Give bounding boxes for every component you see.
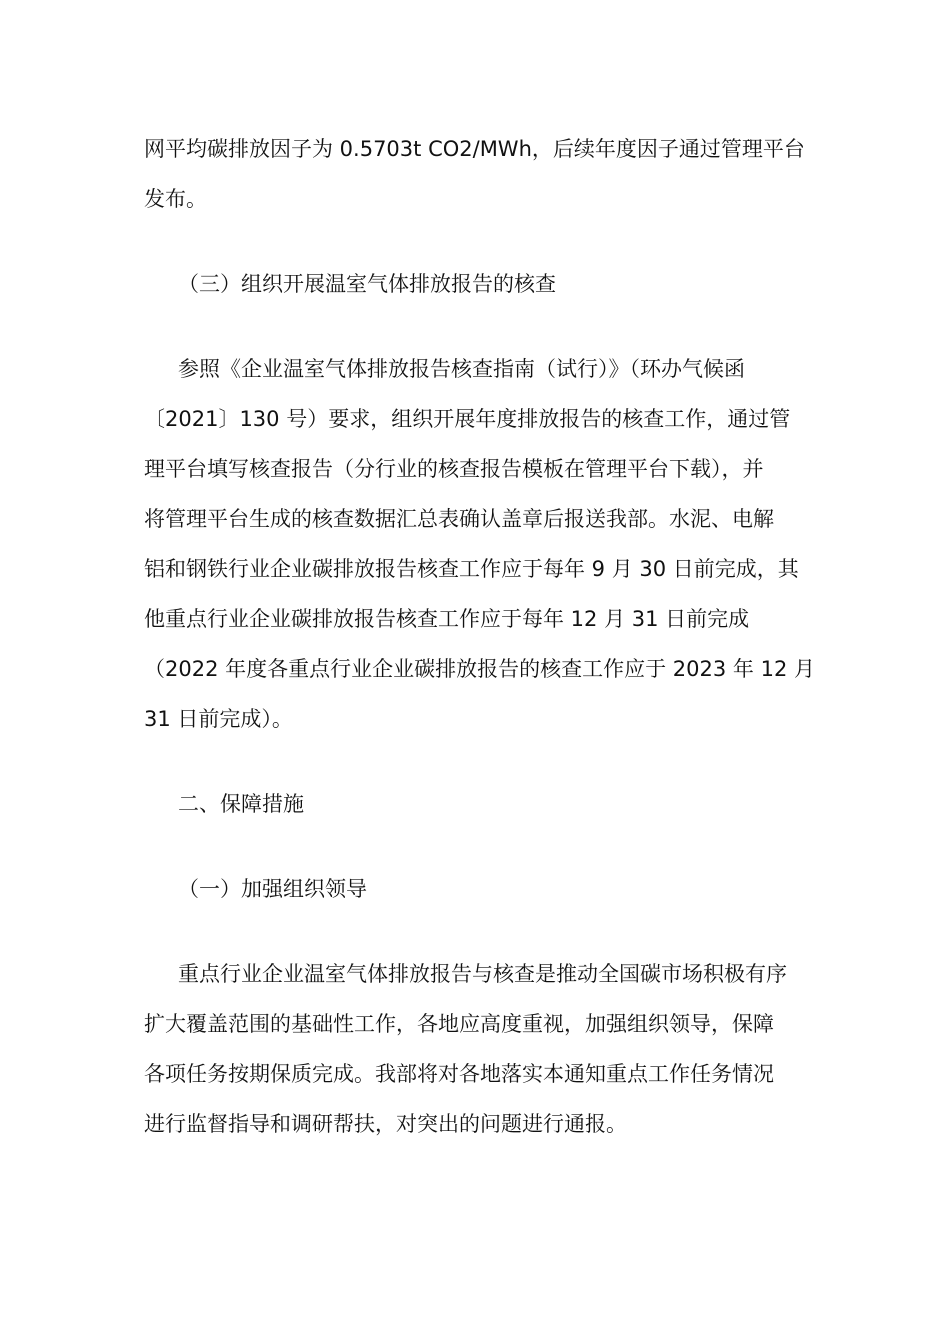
section-heading: 二、保障措施 <box>178 792 304 816</box>
paragraph-line: 31 日前完成）。 <box>144 707 293 731</box>
paragraph-line: 铝和钢铁行业企业碳排放报告核查工作应于每年 9 月 30 日前完成，其 <box>144 557 799 581</box>
paragraph-line: 发布。 <box>144 187 207 211</box>
subsection-heading: （一）加强组织领导 <box>178 877 367 901</box>
section-heading: （三）组织开展温室气体排放报告的核查 <box>178 272 556 296</box>
paragraph-line: 参照《企业温室气体排放报告核查指南（试行）》（环办气候函 <box>178 357 745 381</box>
paragraph-line: 将管理平台生成的核查数据汇总表确认盖章后报送我部。水泥、电解 <box>144 507 774 531</box>
paragraph-line: 扩大覆盖范围的基础性工作，各地应高度重视，加强组织领导，保障 <box>144 1012 774 1036</box>
paragraph-line: 网平均碳排放因子为 0.5703t CO2/MWh，后续年度因子通过管理平台 <box>144 137 805 161</box>
paragraph-line: 进行监督指导和调研帮扶，对突出的问题进行通报。 <box>144 1112 627 1136</box>
paragraph-line: 他重点行业企业碳排放报告核查工作应于每年 12 月 31 日前完成 <box>144 607 750 631</box>
paragraph-line: 〔2021〕130 号）要求，组织开展年度排放报告的核查工作，通过管 <box>144 407 791 431</box>
paragraph-line: 各项任务按期保质完成。我部将对各地落实本通知重点工作任务情况 <box>144 1062 774 1086</box>
paragraph-line: 重点行业企业温室气体排放报告与核查是推动全国碳市场积极有序 <box>178 962 787 986</box>
paragraph-line: 理平台填写核查报告（分行业的核查报告模板在管理平台下载），并 <box>144 457 764 481</box>
paragraph-line: （2022 年度各重点行业企业碳排放报告的核查工作应于 2023 年 12 月 <box>144 657 815 681</box>
